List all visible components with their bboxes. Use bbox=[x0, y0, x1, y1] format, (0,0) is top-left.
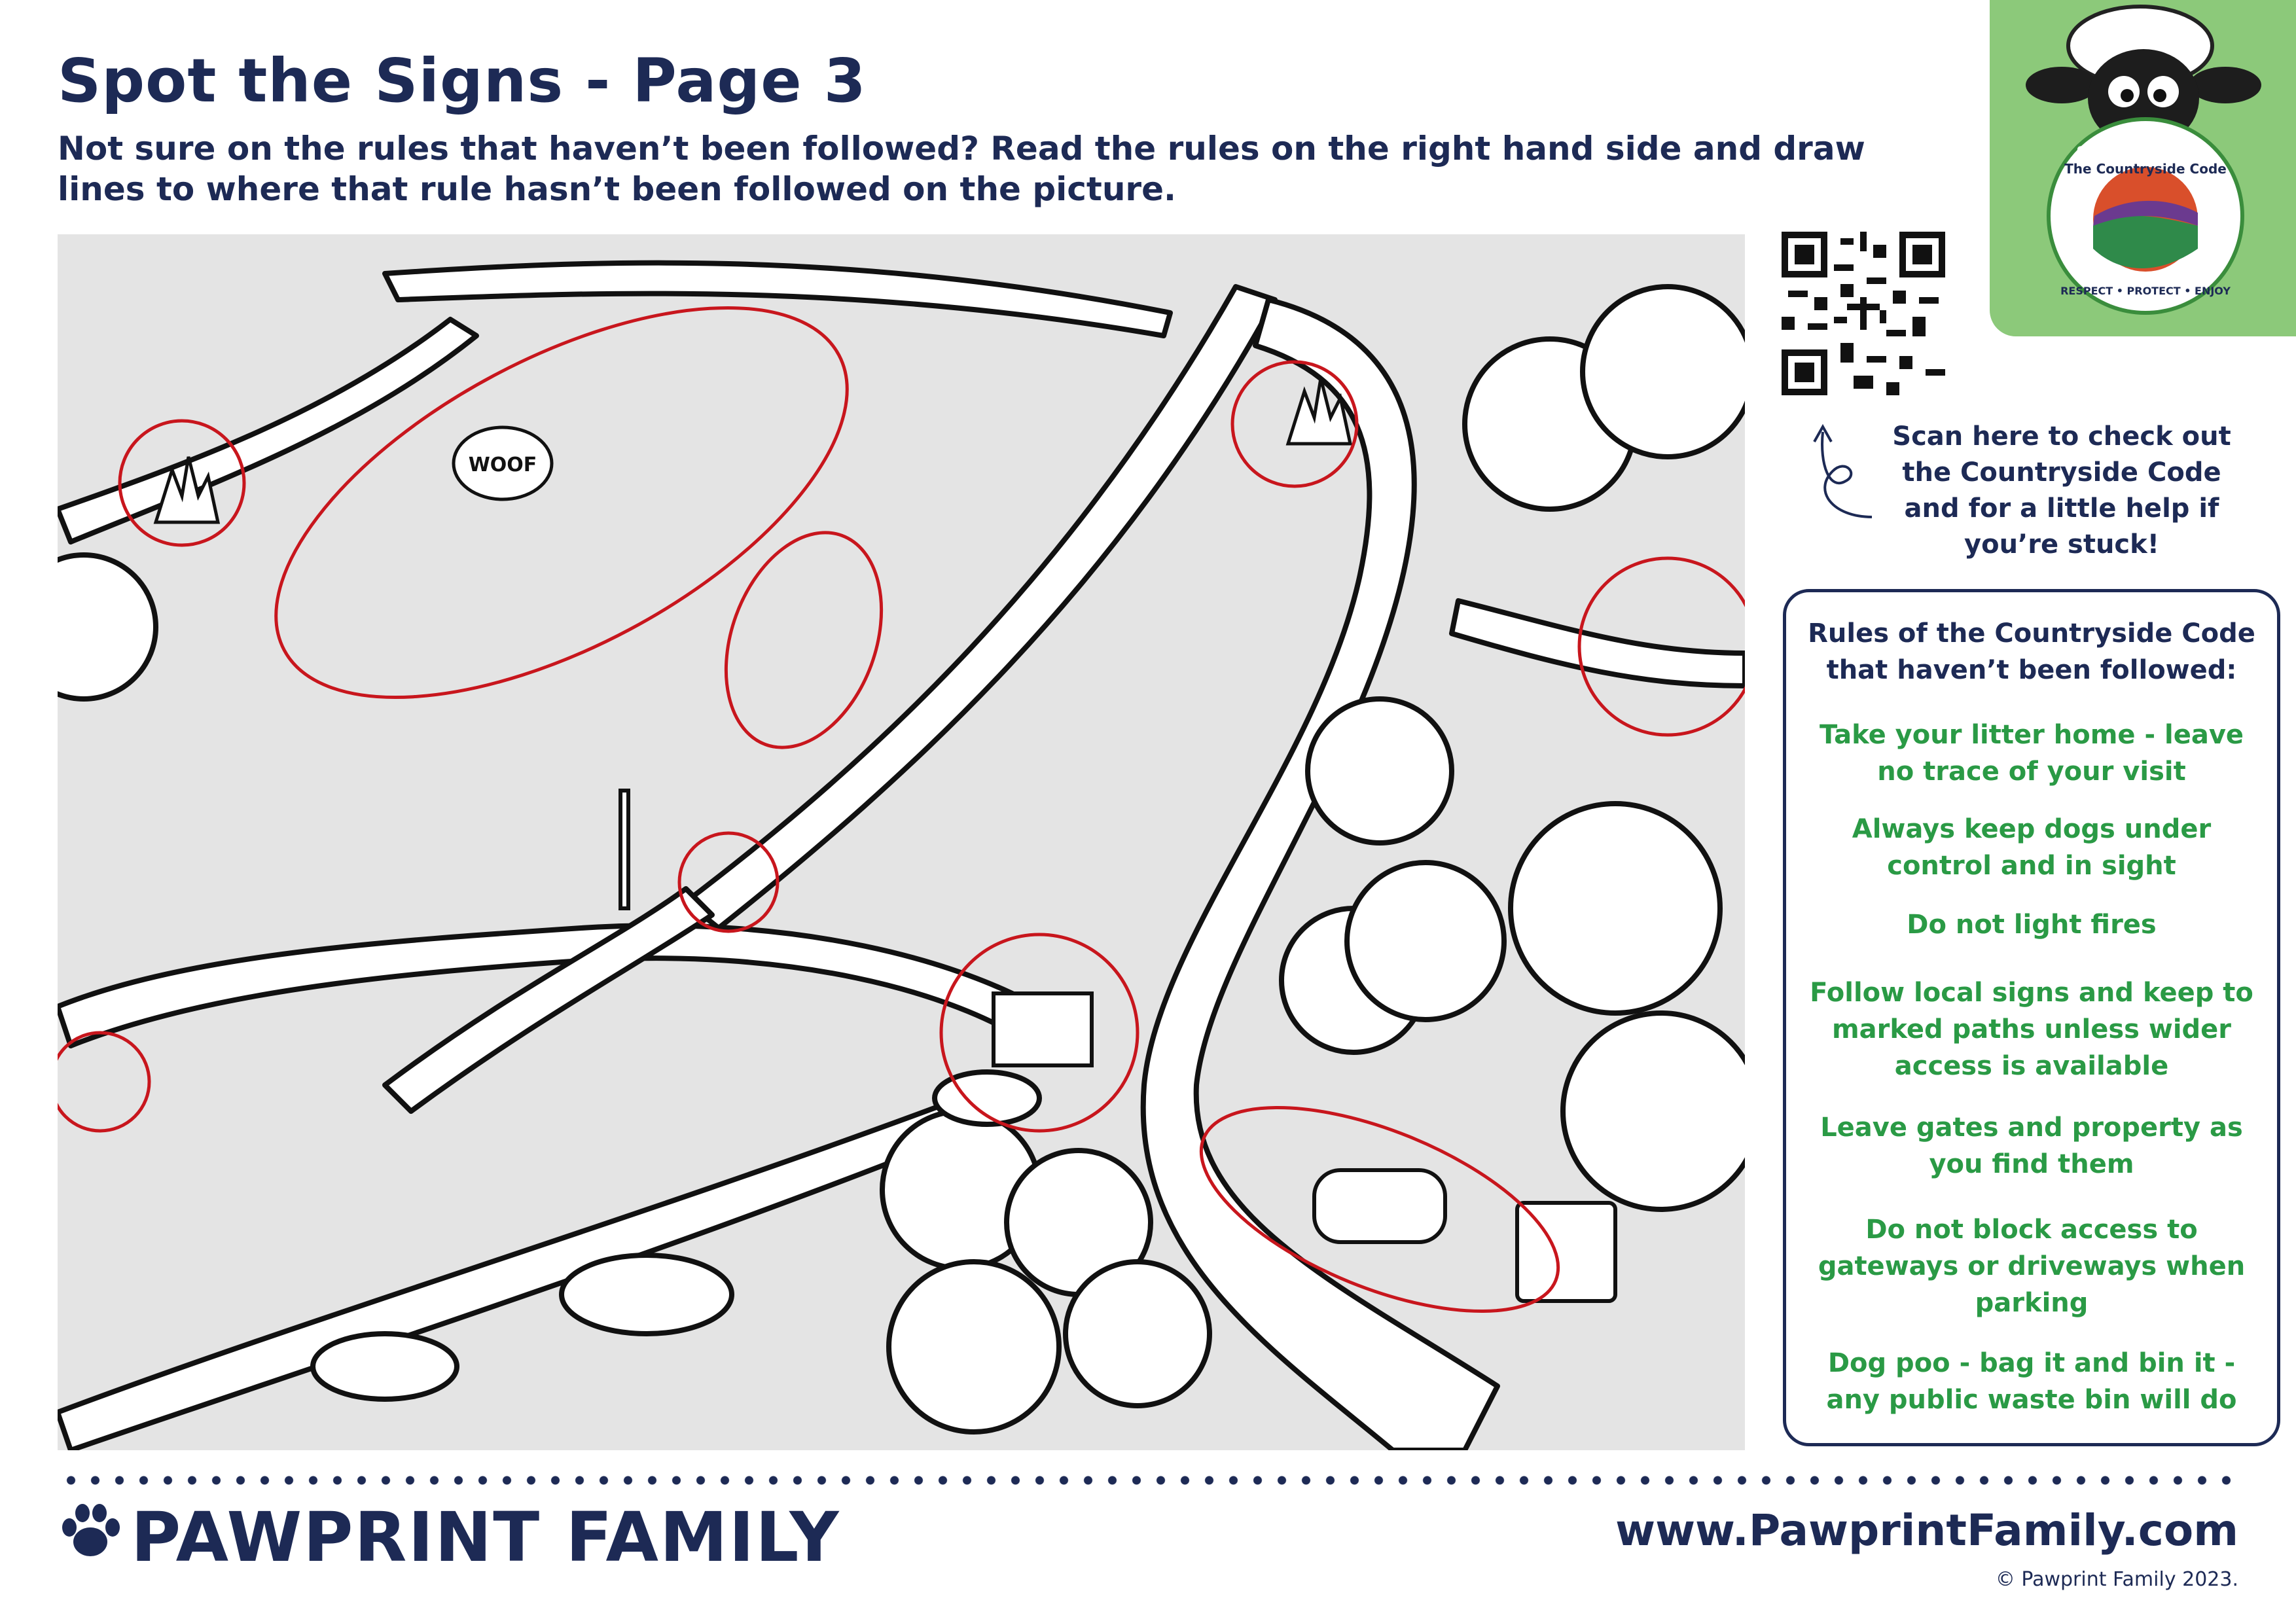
footer-brand: PAWPRINT FAMILY bbox=[131, 1497, 840, 1577]
path-lower bbox=[385, 889, 712, 1111]
hedge-top-left bbox=[58, 319, 476, 542]
badge-motto: RESPECT • PROTECT • ENJOY bbox=[2060, 285, 2231, 297]
hedge-top bbox=[385, 263, 1170, 336]
tree-10 bbox=[889, 1262, 1059, 1432]
marker-litter-field bbox=[217, 234, 906, 777]
tree-7 bbox=[1583, 287, 1745, 457]
gate bbox=[994, 993, 1092, 1065]
tree-3 bbox=[1511, 804, 1720, 1013]
tree-12 bbox=[58, 555, 156, 699]
pawprint-icon bbox=[58, 1503, 123, 1561]
rules-heading: Rules of the Countryside Code that haven’t been followed: bbox=[1808, 618, 2255, 685]
sign-post bbox=[620, 791, 628, 908]
footpath-right bbox=[1452, 601, 1745, 686]
countryside-illustration bbox=[58, 234, 1745, 1450]
rule-gates: Leave gates and property as you find them bbox=[1820, 1113, 2243, 1179]
bush-1 bbox=[562, 1255, 732, 1334]
qr-code-image bbox=[1782, 232, 1945, 395]
car bbox=[1314, 1170, 1445, 1242]
footer-website[interactable]: www.PawprintFamily.com bbox=[1615, 1505, 2238, 1556]
rule-parking: Do not block access to gateways or driveways when parking bbox=[1818, 1215, 2246, 1318]
path-diagonal bbox=[686, 287, 1275, 928]
woof-speech: WOOF bbox=[468, 454, 537, 476]
tree-4 bbox=[1563, 1013, 1745, 1209]
scan-instructions: Scan here to check out the Countryside Code and for a little help if you’re stuck! bbox=[1892, 421, 2231, 560]
tree-2 bbox=[1347, 863, 1504, 1020]
curly-arrow-icon bbox=[1806, 419, 1878, 524]
rule-fires: Do not light fires bbox=[1907, 910, 2157, 940]
rules-panel bbox=[1783, 589, 2280, 1446]
page-title: Spot the Signs - Page 3 bbox=[58, 46, 867, 116]
footer-copyright: © Pawprint Family 2023. bbox=[1995, 1568, 2238, 1591]
shaun-sheep-logo bbox=[1990, 0, 2296, 336]
hedge-lower bbox=[58, 1098, 987, 1450]
instructions: Not sure on the rules that haven’t been followed? Read the rules on the right hand side and draw lines to where that rule hasn’t been followed on the picture. bbox=[58, 130, 1865, 208]
tree-5 bbox=[1308, 699, 1452, 843]
rule-dogs: Always keep dogs under control and in sight bbox=[1852, 814, 2212, 881]
qr-code[interactable] bbox=[1782, 232, 1945, 395]
illustration-drawing bbox=[58, 234, 1745, 1450]
bush-2 bbox=[313, 1334, 457, 1399]
tree-11 bbox=[1066, 1262, 1210, 1406]
countryside-code-badge bbox=[1990, 0, 2296, 336]
rule-litter: Take your litter home - leave no trace of your visit bbox=[1819, 720, 2244, 787]
badge-brand: Shaun the Sheep bbox=[2076, 145, 2215, 161]
badge-ring-text: The Countryside Code bbox=[2064, 161, 2227, 177]
rule-dog-poo: Dog poo - bag it and bin it - any public waste bin will do bbox=[1826, 1348, 2237, 1415]
rule-paths: Follow local signs and keep to marked paths unless wider access is available bbox=[1810, 978, 2253, 1081]
marker-footprints bbox=[698, 511, 909, 770]
dotted-divider bbox=[59, 1474, 2238, 1487]
